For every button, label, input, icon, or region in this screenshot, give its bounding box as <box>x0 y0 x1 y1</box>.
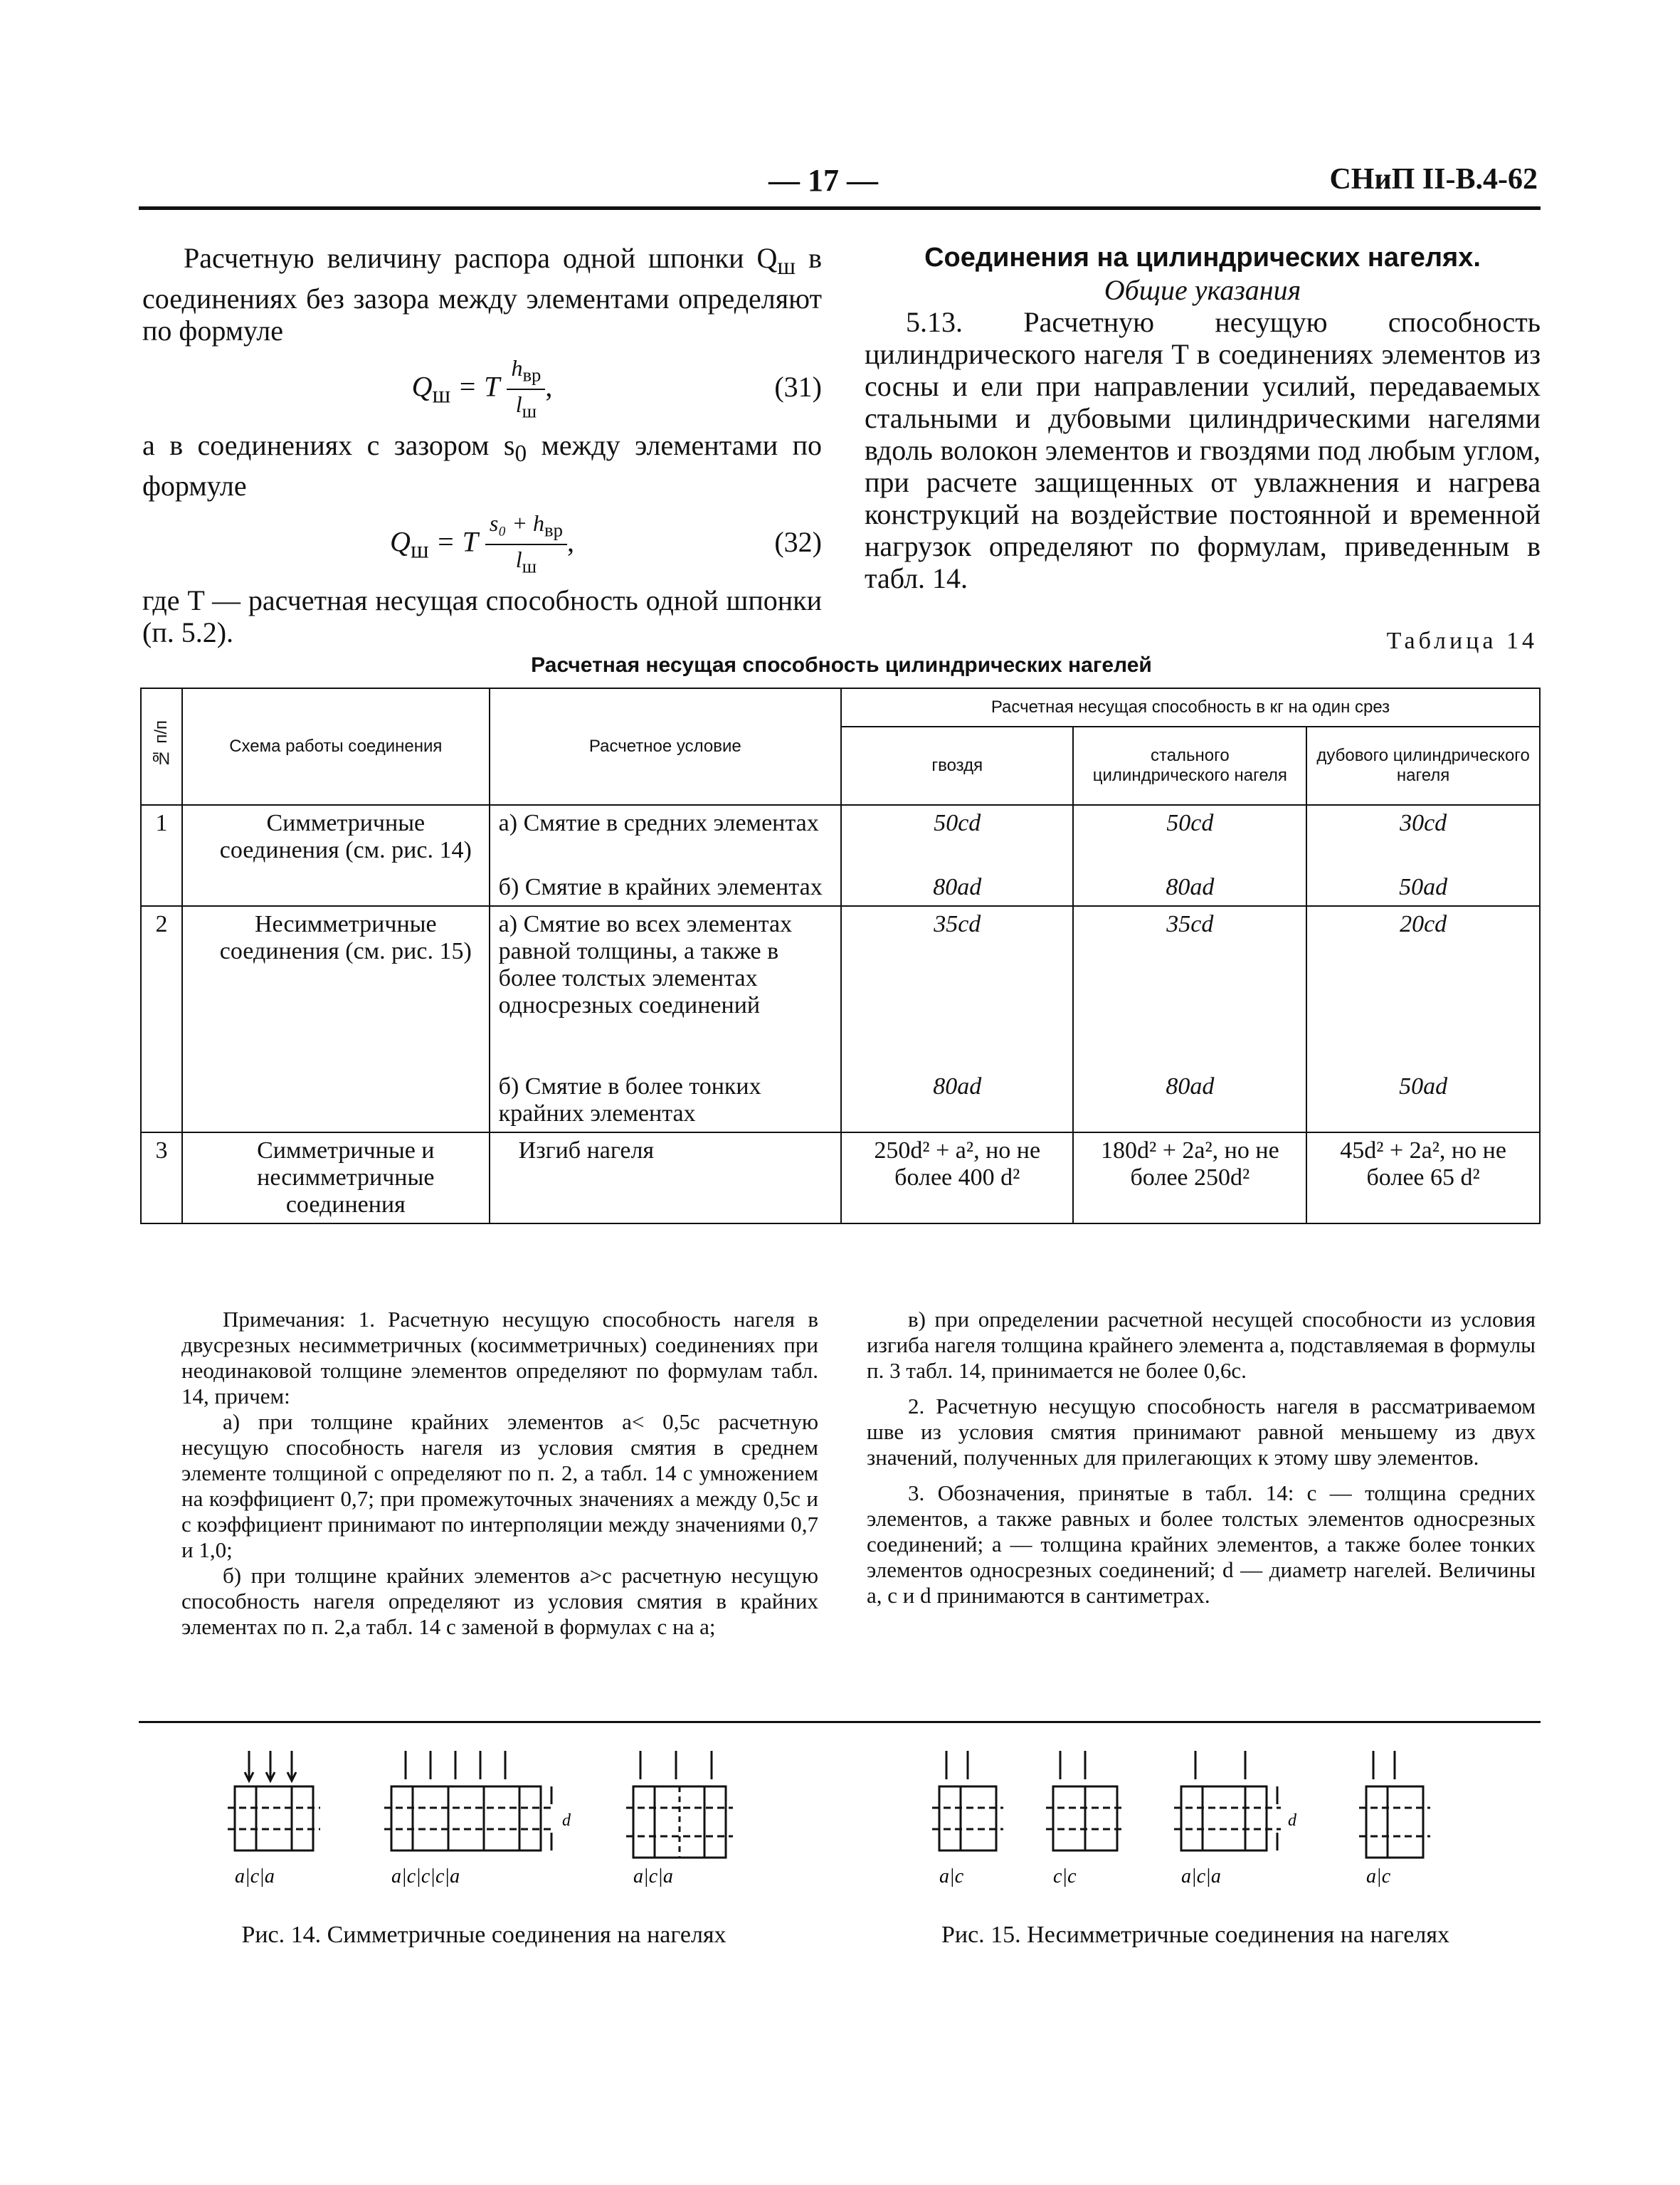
value-b: 80ad <box>933 874 982 900</box>
num-text: s₀ + h <box>489 510 545 536</box>
figure-14-caption: Рис. 14. Симметричные соединения на нагелях <box>241 1922 727 1948</box>
figure-15 <box>925 1737 1466 1943</box>
table-row <box>141 805 1540 906</box>
formula-eq: = T <box>450 370 500 403</box>
header-oak: дубового цилиндрического нагеля <box>1306 727 1540 805</box>
arrow-down-icon <box>1195 1751 1245 1779</box>
figure-15-drawing <box>925 1737 1466 1943</box>
nail-line <box>1359 1808 1430 1836</box>
element-outer <box>292 1786 313 1850</box>
paragraph-5-13: 5.13. Расчетную несущую способность цилиндрического нагеля T в соединениях элементов из сосны и ели при направлении усилий, передаваемых стальными и дубовыми цилиндрическими нагелями вдоль волокон элементов и гвоздями под любым углом, при расчете защищенных от увлажнения и нагрева конструкций на воздействие постоянной и временной нагрузок определяют по формулам, приведенным в табл. 14. <box>865 306 1541 594</box>
arrow-down-icon <box>1373 1751 1395 1779</box>
value-a: 50cd <box>1166 810 1214 836</box>
value-b: 50ad <box>1399 1073 1448 1100</box>
element-equal <box>1085 1786 1117 1850</box>
equation-number: (31) <box>774 371 822 403</box>
document-code: СНиП II-В.4-62 <box>1329 163 1538 196</box>
row-scheme: Симметричные соединения (см. рис. 14) <box>182 805 490 906</box>
table-row <box>141 1132 1540 1223</box>
numerator <box>485 509 567 545</box>
element-outer <box>633 1786 655 1858</box>
row-number: 2 <box>141 906 182 1132</box>
value-a: 20cd <box>1400 911 1447 937</box>
den-text: l <box>515 391 522 418</box>
bottom-rule <box>139 1721 1541 1723</box>
header-nail: гвоздя <box>841 727 1073 805</box>
value-b: 50ad <box>1399 874 1448 900</box>
figure-15-caption: Рис. 15. Несимметричные соединения на нагелях <box>941 1922 1450 1948</box>
element-outer <box>391 1786 413 1850</box>
paragraph-spacer-force <box>142 242 822 347</box>
table-title: Расчетная несущая способность цилиндрических нагелей <box>531 653 1152 677</box>
row-condition: Изгиб нагеля <box>490 1132 841 1223</box>
condition-b: б) Смятие в крайних элементах <box>498 874 823 900</box>
element-outer <box>235 1786 256 1850</box>
value-b: 80ad <box>933 1073 982 1100</box>
page-number: — 17 — <box>768 163 878 198</box>
row-scheme: Несимметричные соединения (см. рис. 15) <box>182 906 490 1132</box>
subscript: ш <box>522 400 537 422</box>
value-steel: 180d² + 2a², но не более 250d² <box>1073 1132 1306 1223</box>
note-2: 2. Расчетную несущую способность нагеля в рассматриваемом шве из условия смятия принимают равной меньшему из двух значений, полученных для прилегающих к этому шву элементов. <box>867 1394 1536 1470</box>
notes-left <box>181 1307 818 1640</box>
table-label: Таблица 14 <box>1386 628 1538 654</box>
arrow-down-icon <box>640 1751 712 1779</box>
table-row <box>141 906 1540 1132</box>
subscript: 0 <box>514 441 527 467</box>
fraction <box>507 354 545 426</box>
dim-labels: a|c|c|c|a <box>391 1865 460 1887</box>
denominator <box>485 545 567 580</box>
text: в соединениях без зазора между элементами определяют по формуле <box>142 242 822 347</box>
label-d: d <box>562 1811 571 1830</box>
dim-labels: a|c|a <box>1181 1865 1221 1887</box>
value-nail: 250d² + a², но не более 400 d² <box>841 1132 1073 1223</box>
element-middle <box>1203 1786 1245 1850</box>
nail-line <box>228 1808 320 1829</box>
element-middle <box>413 1786 448 1850</box>
header-condition: Расчетное условие <box>490 688 841 805</box>
row-number: 1 <box>141 805 182 906</box>
equation-number: (32) <box>774 526 822 558</box>
element-thin <box>1366 1786 1388 1858</box>
paragraph-gap <box>142 429 822 502</box>
subscript: ш <box>777 253 796 280</box>
row-condition <box>490 805 841 906</box>
condition-a: а) Смятие во всех элементах равной толщины, а также в более толстых элементах односрезных соединений <box>498 911 793 1018</box>
num-text: h <box>511 355 523 381</box>
subscript: ш <box>522 555 537 577</box>
row-number: 3 <box>141 1132 182 1223</box>
element-thick <box>961 1786 996 1850</box>
value-oak <box>1306 906 1540 1132</box>
value-b: 80ad <box>1166 1073 1215 1100</box>
dim-labels: a|c <box>1366 1865 1391 1887</box>
value-nail <box>841 805 1073 906</box>
note-1: Примечания: 1. Расчетную несущую способность нагеля в двусрезных несимметричных (косимметричных) соединениях при неодинаковой толщине элементов определяют по формулам табл. 14, причем: <box>181 1307 818 1409</box>
fraction <box>485 509 567 581</box>
subscript: ш <box>410 537 429 564</box>
section-subtitle: Общие указания <box>1104 274 1301 306</box>
header-number-text: № п/п <box>151 720 171 768</box>
den-text: l <box>515 547 522 573</box>
condition-a: а) Смятие в средних элементах <box>498 810 819 836</box>
note-1b: б) при толщине крайних элементов a>c расчетную несущую способность нагеля определяют из условия смятия в крайних элементах по п. 2,а табл. 14 с заменой в формулах c на a; <box>181 1563 818 1639</box>
dim-labels: a|c|a <box>235 1865 275 1887</box>
element-middle <box>256 1786 292 1850</box>
value-steel <box>1073 805 1306 906</box>
subscript: вр <box>544 519 563 541</box>
notes-right <box>867 1307 1536 1609</box>
condition-b: б) Смятие в более тонких крайних элементах <box>498 1073 761 1127</box>
table-header-row <box>141 688 1540 727</box>
value-steel <box>1073 906 1306 1132</box>
element-thick <box>1388 1786 1423 1858</box>
section-title: Соединения на цилиндрических нагелях. <box>924 243 1481 273</box>
text: между элементами по формуле <box>142 429 822 502</box>
element-outer <box>1245 1786 1267 1850</box>
formula-body: $Q_ш = T$ $\frac{h_{вр}}{l_ш}$ , <box>142 354 822 426</box>
formula-body: $Q_ш = T$ $\frac{s_0 + h_{вр}}{l_ш}$ , <box>142 509 822 581</box>
arrow-down-icon <box>1060 1751 1085 1779</box>
formula-32 <box>142 509 822 577</box>
paragraph-where: где T — расчетная несущая способность одной шпонки (п. 5.2). <box>142 584 822 648</box>
dim-labels: c|c <box>1053 1865 1077 1887</box>
arrow-down-icon <box>946 1751 968 1779</box>
text: Расчетную величину распора одной шпонки Q <box>184 242 778 274</box>
nail-line <box>932 1808 1003 1829</box>
value-oak: 45d² + 2a², но не более 65 d² <box>1306 1132 1540 1223</box>
subscript: вр <box>522 364 541 386</box>
formula-31 <box>142 354 822 422</box>
figure-14 <box>221 1737 761 1943</box>
value-nail <box>841 906 1073 1132</box>
text: а в соединениях с зазором s <box>142 429 515 461</box>
value-a: 30cd <box>1400 810 1447 836</box>
note-3: 3. Обозначения, принятые в табл. 14: c — толщина средних элементов, а также равных и более толстых элементов односрезных соединений; a — толщина крайних элементов, а также более тонких элементов односрезных соединений; d — диаметр нагелей. Величины a, c и d принимаются в сантиметрах. <box>867 1480 1536 1608</box>
value-a: 35cd <box>1166 911 1214 937</box>
value-b: 80ad <box>1166 874 1215 900</box>
element-equal <box>1053 1786 1085 1850</box>
formula-lhs: Q <box>411 370 433 403</box>
element-middle <box>484 1786 519 1850</box>
denominator <box>507 390 545 425</box>
element-thin <box>939 1786 961 1850</box>
header-capacity-group: Расчетная несущая способность в кг на один срез <box>841 688 1540 727</box>
nail-line <box>384 1808 555 1829</box>
header-number <box>141 688 182 805</box>
element-outer <box>704 1786 726 1858</box>
dim-labels: a|c <box>939 1865 964 1887</box>
formula-eq: = T <box>428 525 478 558</box>
label-d: d <box>1288 1811 1296 1830</box>
row-condition <box>490 906 841 1132</box>
value-a: 35cd <box>934 911 981 937</box>
arrow-down-icon <box>406 1751 505 1779</box>
note-1a: а) при толщине крайних элементов a< 0,5c расчетную несущую способность нагеля из условия смятия в среднем элементе толщиной c определяют по п. 2, а табл. 14 с умножением на коэффициент 0,7; при промежуточных значениях a между 0,5c и c коэффициент принимают по интерполяции между значениями 0,7 и 1,0; <box>181 1409 818 1562</box>
dim-labels: a|c|a <box>633 1865 673 1887</box>
formula-lhs: Q <box>390 525 411 558</box>
value-oak <box>1306 805 1540 906</box>
element-middle <box>448 1786 484 1850</box>
header-scheme: Схема работы соединения <box>182 688 490 805</box>
subscript: ш <box>432 381 451 409</box>
element-outer <box>519 1786 541 1850</box>
table-14 <box>140 688 1541 1224</box>
header-steel: стального цилиндрического нагеля <box>1073 727 1306 805</box>
right-column <box>865 242 1541 594</box>
note-1v: в) при определении расчетной несущей способности из условия изгиба нагеля толщина крайнего элемента a, подставляемая в формулы п. 3 табл. 14, принимается не более 0,6c. <box>867 1307 1536 1383</box>
numerator <box>507 354 545 390</box>
left-column <box>142 242 822 648</box>
nail-line <box>1174 1808 1281 1829</box>
row-scheme: Симметричные и несимметричные соединения <box>182 1132 490 1223</box>
figure-14-drawing <box>221 1737 761 1943</box>
element-outer <box>1181 1786 1203 1850</box>
header-rule <box>139 206 1541 210</box>
value-a: 50cd <box>934 810 981 836</box>
arrow-down-icon <box>249 1751 292 1779</box>
